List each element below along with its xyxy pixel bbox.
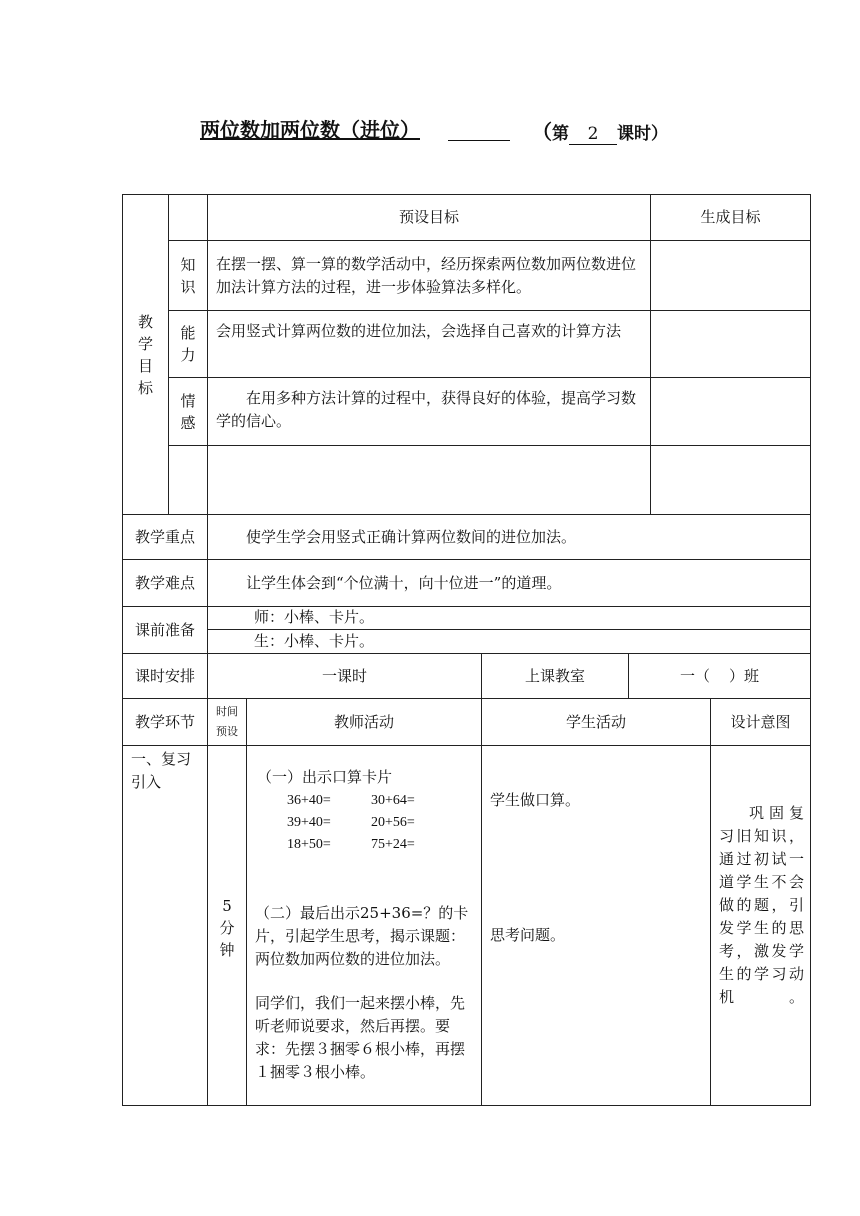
goals-corner-cell — [168, 194, 208, 241]
teacher-part-1: （一）出示口算卡片 — [257, 768, 393, 786]
prep-label: 课前准备 — [122, 606, 208, 654]
design-intent — [710, 745, 811, 1106]
lesson-number: 2 — [569, 124, 617, 145]
time-preset: 5分钟 — [207, 745, 247, 1106]
schedule-label: 课时安排 — [122, 653, 208, 699]
goals-section-label: 教学目标 — [122, 194, 169, 515]
lesson-title: 两位数加两位数（进位） — [200, 118, 420, 142]
lesson-plan-table — [122, 194, 811, 1106]
goal-ability-text: 会用竖式计算两位数的进位加法，会选择自己喜欢的计算方法 — [207, 310, 651, 378]
goal-empty-label — [168, 445, 208, 515]
lesson-period: （第 2 课时） — [532, 120, 668, 144]
student-part-2: 思考问题。 — [490, 926, 566, 944]
student-activity — [481, 745, 711, 1106]
key-point-text: 使学生学会用竖式正确计算两位数间的进位加法。 — [207, 514, 811, 560]
goal-emotion-label: 情感 — [168, 377, 208, 446]
header-generated-goal: 生成目标 — [650, 194, 811, 241]
calc-row: 36+40= 30+64= — [287, 793, 415, 808]
goal-knowledge-generated — [650, 240, 811, 311]
document-title — [0, 114, 860, 144]
room-label: 上课教室 — [481, 653, 629, 699]
prep-teacher: 师：小棒、卡片。 — [207, 606, 811, 630]
goal-empty-text — [207, 445, 651, 515]
header-teacher-activity: 教师活动 — [246, 698, 482, 746]
room-value: 一（ ）班 — [628, 653, 811, 699]
header-preset-goal: 预设目标 — [207, 194, 651, 241]
teacher-part-2: （二）最后出示25+36=？的卡片，引起学生思考，揭示课题：两位数加两位数的进位加法。 — [255, 904, 469, 968]
goal-emotion-generated — [650, 377, 811, 446]
header-student-activity: 学生活动 — [481, 698, 711, 746]
calc-row: 39+40= 20+56= — [287, 815, 415, 830]
goal-emotion-text: 在用多种方法计算的过程中，获得良好的体验，提高学习数学的信心。 — [207, 377, 651, 446]
goal-knowledge-label: 知识 — [168, 240, 208, 311]
title-underline — [448, 140, 510, 141]
header-stage: 教学环节 — [122, 698, 208, 746]
difficulty-label: 教学难点 — [122, 559, 208, 607]
schedule-value: 一课时 — [207, 653, 482, 699]
calc-cards — [257, 790, 477, 856]
stage-review-intro: 一、复习引入 — [122, 745, 208, 1106]
student-part-1: 学生做口算。 — [490, 791, 581, 809]
goal-knowledge-text: 在摆一摆、算一算的数学活动中，经历探索两位数加两位数进位加法计算方法的过程，进一步体验算法多样化。 — [207, 240, 651, 311]
header-time: 时间预设 — [207, 698, 247, 746]
goal-ability-generated — [650, 310, 811, 378]
teacher-part-3: 同学们，我们一起来摆小棒，先听老师说要求，然后再摆。要求：先摆３捆零６根小棒，再摆１捆零３根小棒。 — [255, 994, 466, 1081]
prep-student: 生：小棒、卡片。 — [207, 629, 811, 654]
teacher-activity — [246, 745, 482, 1106]
design-intent-text: 巩固复习旧知识，通过初试一道学生不会做的题，引发学生的思考，激发学生的学习动机。 — [719, 804, 804, 1006]
goal-empty-generated — [650, 445, 811, 515]
goal-ability-label: 能力 — [168, 310, 208, 378]
calc-row: 18+50= 75+24= — [287, 837, 415, 852]
header-design-intent: 设计意图 — [710, 698, 811, 746]
key-point-label: 教学重点 — [122, 514, 208, 560]
difficulty-text: 让学生体会到“个位满十，向十位进一”的道理。 — [207, 559, 811, 607]
